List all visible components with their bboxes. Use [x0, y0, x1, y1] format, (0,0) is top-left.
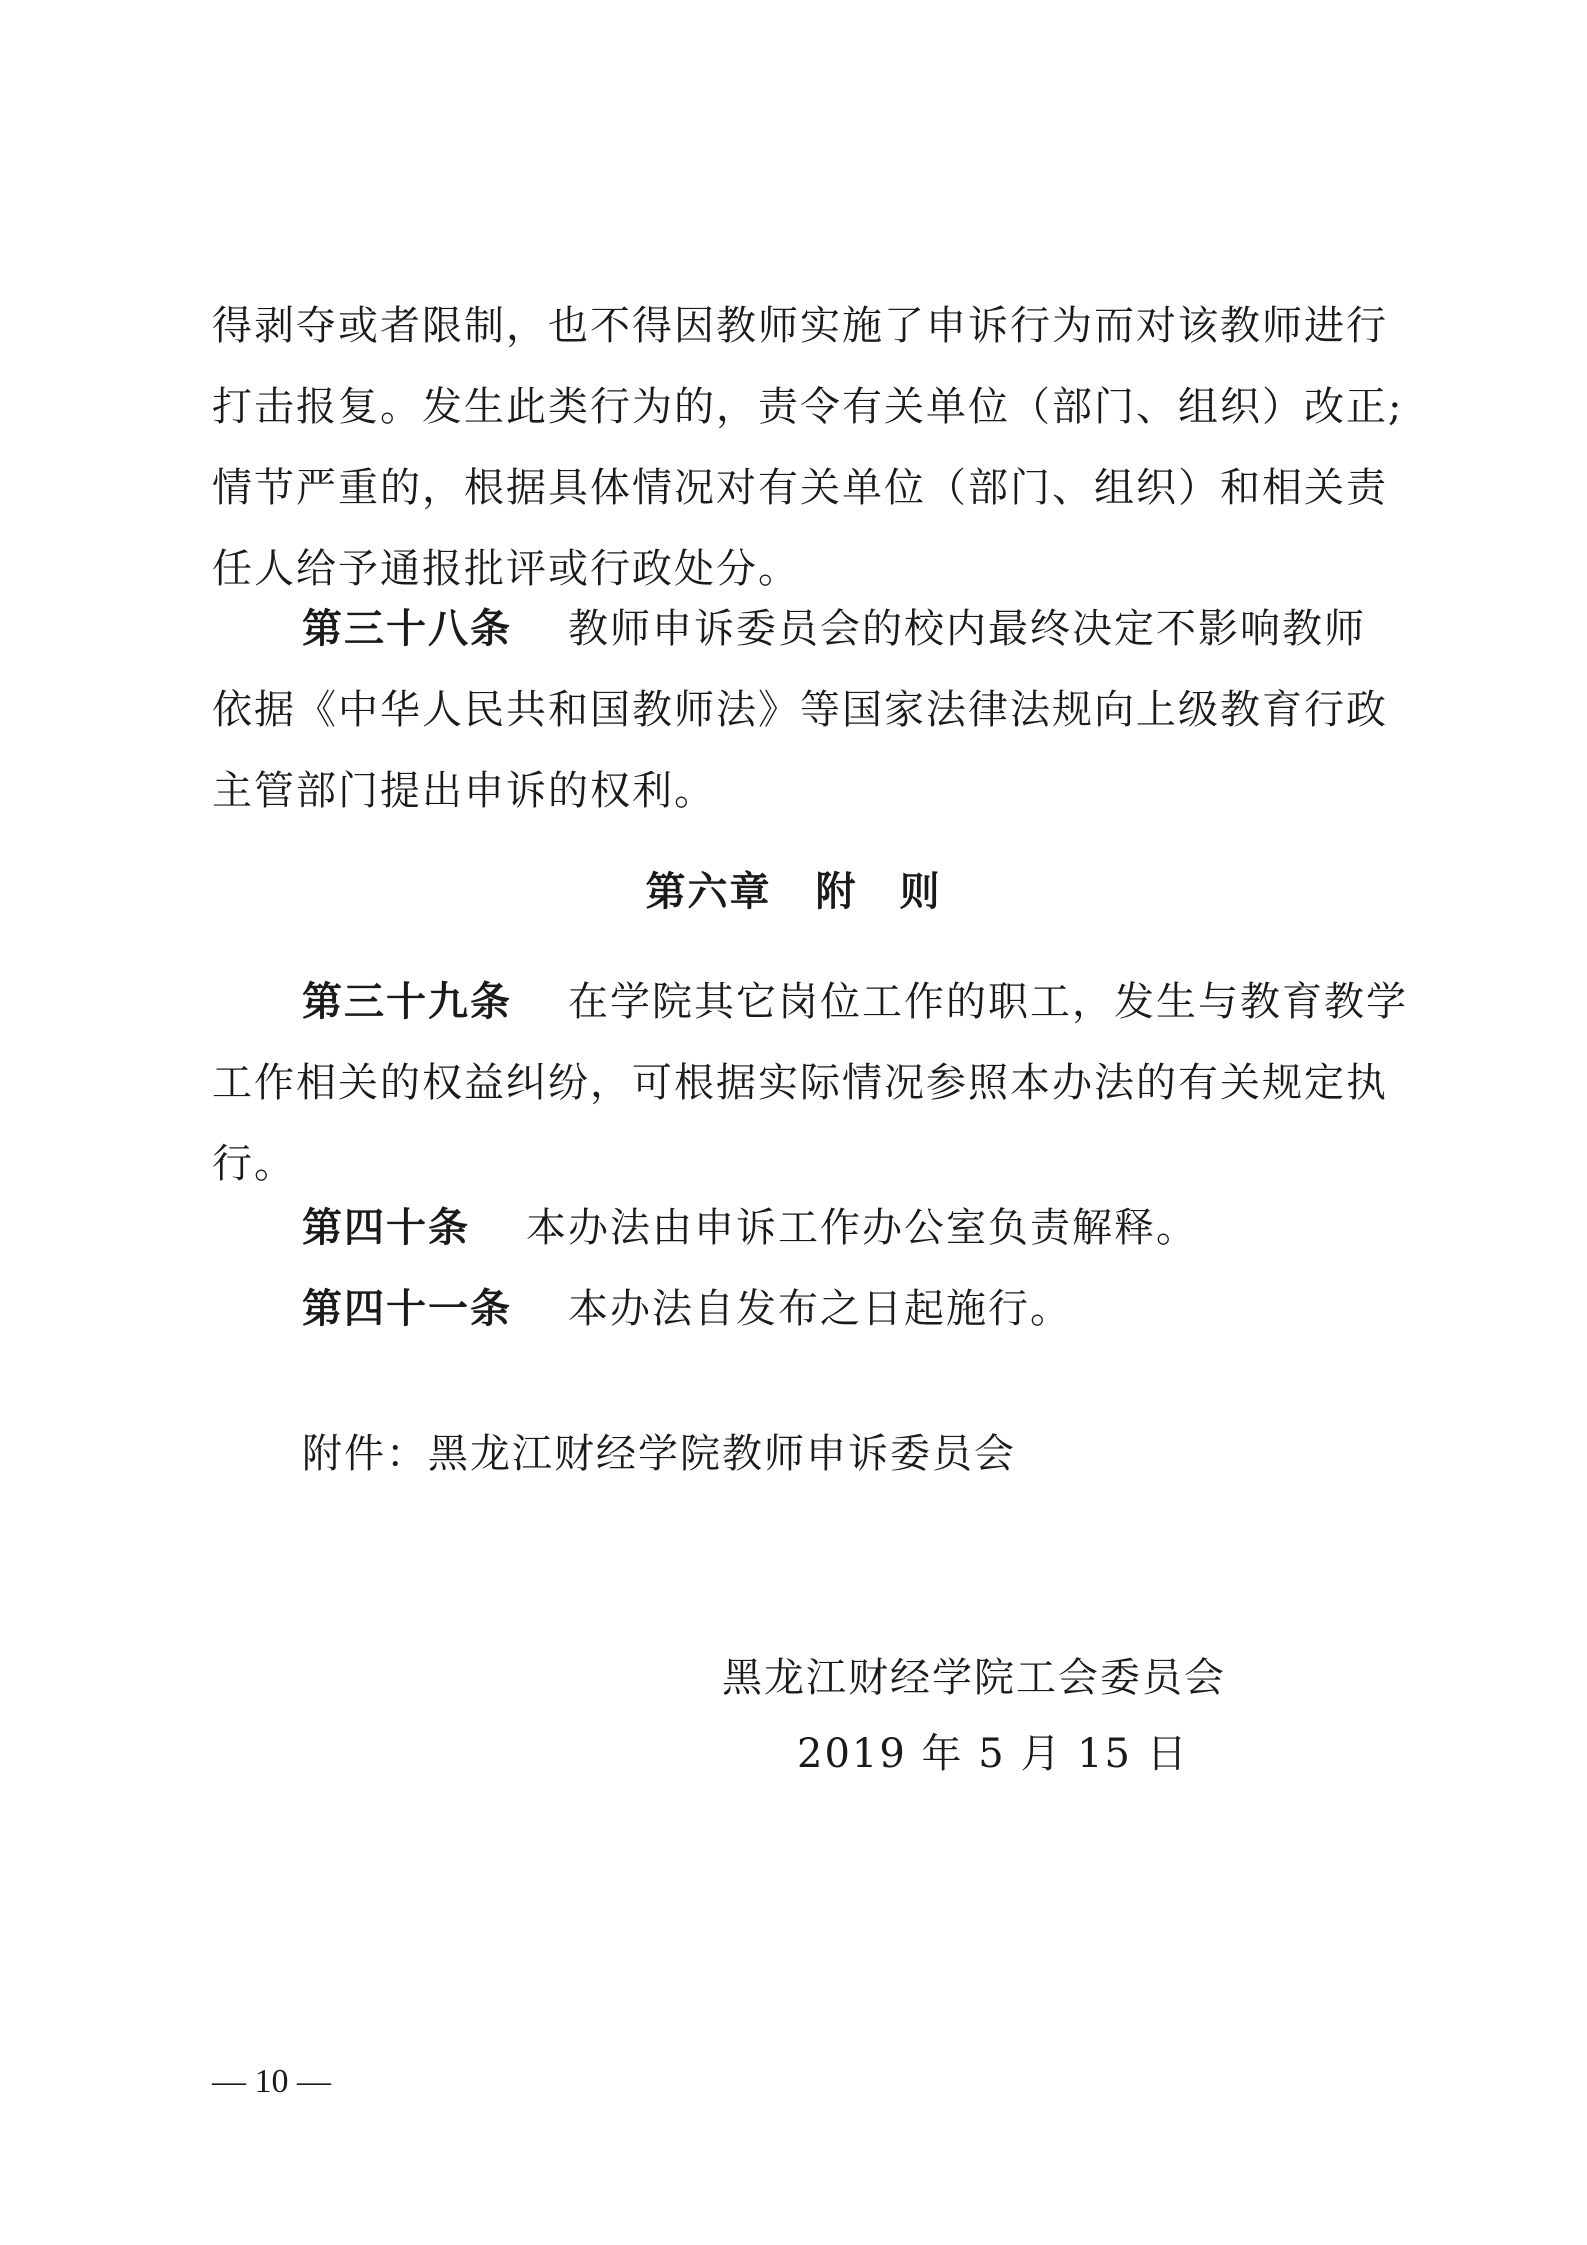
article-40-text: 本办法由申诉工作办公室负责解释。 [526, 1205, 1198, 1251]
article-39-first-line [302, 978, 1408, 1026]
page-number: — 10 — [212, 2063, 331, 2100]
paragraph-line: 情节严重的，根据具体情况对有关单位（部门、组织）和相关责 [212, 465, 1388, 511]
article-41-text: 本办法自发布之日起施行。 [568, 1286, 1072, 1332]
paragraph-line: 打击报复。发生此类行为的，责令有关单位（部门、组织）改正; [212, 384, 1404, 430]
signature-organization: 黑龙江财经学院工会委员会 [722, 1655, 1226, 1701]
article-38-text: 教师申诉委员会的校内最终决定不影响教师 [568, 606, 1366, 652]
signature-date: 2019 年 5 月 15 日 [797, 1731, 1189, 1777]
article-40-label: 第四十条 [302, 1205, 470, 1251]
article-41-line [302, 1285, 1072, 1333]
chapter-heading [0, 868, 1587, 916]
paragraph-line: 依据《中华人民共和国教师法》等国家法律法规向上级教育行政 [212, 687, 1388, 733]
article-38-first-line [302, 605, 1366, 653]
paragraph-line: 任人给予通报批评或行政处分。 [212, 546, 800, 592]
article-39-text: 在学院其它岗位工作的职工，发生与教育教学 [568, 979, 1408, 1025]
paragraph-line: 主管部门提出申诉的权利。 [212, 768, 716, 814]
article-39-label: 第三十九条 [302, 979, 512, 1025]
paragraph-line: 工作相关的权益纠纷，可根据实际情况参照本办法的有关规定执 [212, 1060, 1388, 1106]
attachment-line: 附件：黑龙江财经学院教师申诉委员会 [302, 1431, 1016, 1477]
chapter-number: 第六章 [645, 869, 772, 915]
paragraph-line: 得剥夺或者限制，也不得因教师实施了申诉行为而对该教师进行 [212, 303, 1388, 349]
article-38-label: 第三十八条 [302, 606, 512, 652]
paragraph-line: 行。 [212, 1141, 296, 1187]
chapter-title: 附 则 [815, 869, 942, 915]
article-41-label: 第四十一条 [302, 1286, 512, 1332]
article-40-line [302, 1204, 1198, 1252]
